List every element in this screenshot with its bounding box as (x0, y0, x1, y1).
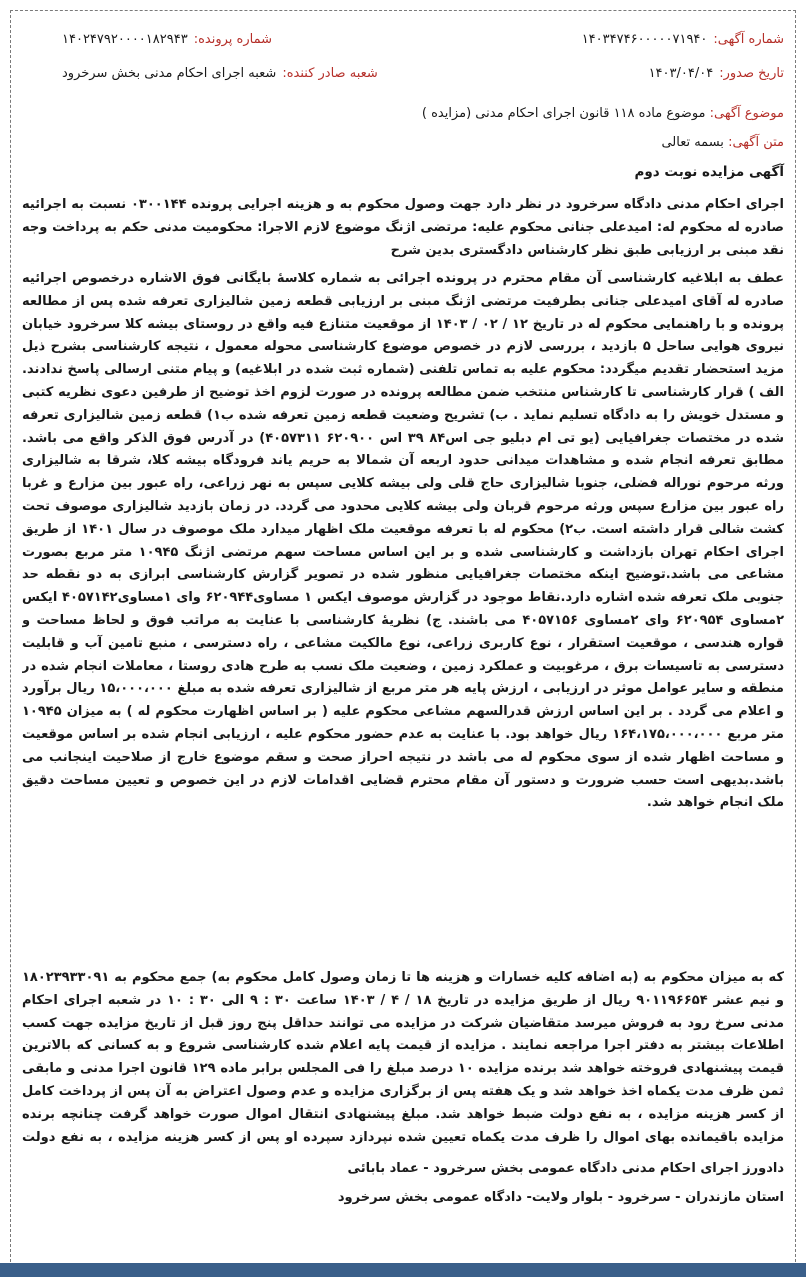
notice-number-value: ۱۴۰۳۴۷۴۶۰۰۰۰۰۷۱۹۴۰ (581, 31, 708, 47)
notice-text-opening: بسمه تعالی (661, 135, 724, 150)
notice-subject-value: موضوع ماده ۱۱۸ قانون اجرای احکام مدنی (مزایده ) (421, 106, 706, 121)
notice-title: آگهی مزایده نوبت دوم (634, 164, 784, 180)
case-number-label: شماره پرونده: (193, 31, 272, 47)
issuer-value: شعبه اجرای احکام مدنی بخش سرخرود (62, 65, 277, 81)
address-line: استان مازندران - سرخرود - بلوار ولایت- دادگاه عمومی بخش سرخرود (337, 1190, 784, 1205)
notice-text-label: متن آگهی: (728, 135, 784, 150)
paragraph-auction-terms: که به میزان محکوم به (به اضافه کلیه خسارات و هزینه ها تا زمان وصول کامل محکوم به) جمع محکوم به ۱۸۰۲۳۹۳۳۰۹۱ و نیم عشر ۹۰۱۱۹۶۶۵۴ ریال از طریق مزایده در تاریخ ۱۸ / ۴ / ۱۴۰۳ ساعت ۳۰ : ۹ الی ۳۰ : ۱۰ در شعبه اجرای احکام مدنی سرخ رود به فروش میرسد متقاضیان شرکت در مزایده می توانند حداقل پنج روز قبل از تاریخ مزایده جهت کسب اطلاعات بیشتر به دفتر اجرا مراجعه نمایند . مزایده از قیمت پایه اعلام شده کارشناسی شروع و به کسانی که بالاترین قیمت پیشنهادی فروخته خواهد شد برنده مزایده ۱۰ درصد مبلغ را فی المجلس برابر ماده ۱۲۹ قانون اجرا مدنی و مابقی ثمن ظرف مدت یکماه اخذ خواهد شد و یک هفته پس از برگزاری مزایده و عدم وصول اعتراض به آن پس از پرداخت کامل از کسر هزینه مزایده ، به نفع دولت ضبط خواهد شد. مبلغ پیشنهادی انتقال اموال صورت خواهد گرفت چنانچه برنده مزایده باقیمانده بهای اموال را ظرف مدت یکماه تعیین شده نپردازد سپرده او پس از کسر هزینه مزایده ، به نفع دولت (22, 970, 784, 1145)
meta-row-numbers (22, 28, 784, 50)
notice-number (582, 32, 784, 47)
case-number (62, 32, 272, 47)
notice-subject (22, 106, 784, 121)
paragraph-expert-report: عطف به ابلاغیه کارشناسی آن مقام محترم در پرونده اجرائی به شماره کلاسهٔ بایگانی فوق الاشاره درخصوص اجرائیه صادره له آقای امیدعلی جنانی بطرفیت مرتضی اژنگ مبنی بر ارزیابی قطعه زمین شالیزاری تعرفه شده پس از مطالعه پرونده و با راهنمایی محکوم له در تاریخ ۱۲ / ۰۲ / ۱۴۰۳ از موقعیت متنازع فیه واقع در روستای بیشه کلا سرخرود خیابان نیروی هوایی ساحل ۵ بازدید ، بررسی لازم در خصوص موضوع کارشناسی محوله معمول ، نتیجه کارشناسی بشرح ذیل مزید استحضار تقدیم میگردد: محکوم علیه به تماس تلفنی (شماره ثبت شده در ابلاغیه) و پیام متنی ارسالی پاسخ ندادند. الف ) قرار کارشناسی تا کارشناس منتخب ضمن مطالعه پرونده در صورت لزوم اخذ توضیح از طرفین دعوی نظریه کتبی و مستدل خویش را به دادگاه تسلیم نماید . ب) تشریح وضعیت قطعه زمین تعرفه شده ب۱) قطعه زمین شالیزاری تعرفه شده در مختصات جغرافیایی (یو تی ام دبلیو جی اس۸۴ ۳۹ اس ۶۲۰۹۰۰ ۴۰۵۷۳۱۱) در آدرس فوق الذکر واقع می باشد. مطابق تعرفه انجام شده و مشاهدات میدانی حدود اربعه آن شمالا به حریم یاند فرودگاه بیشه کلا، شرقا به شالیزاری ورثه مرحوم نوراله فضلی، جنوبا شالیزاری حاج قلی ولی بیشه کلایی سپس به نهر زراعی، راه عبور بین مزارع و غربا راه عبور بین مزارع سپس ورثه مرحوم قربان ولی بیشه کلایی محدود می گردد. در زمان بازدید شالیزاری موصوف تحت کشت شالی قرار داشته است. ب۲) محکوم له با تعرفه موقعیت ملک اظهار میدارد ملک موصوف در سال ۱۴۰۱ از طریق اجرای احکام تهران بازداشت و کارشناسی شده و بر این اساس مساحت سهم مرتضی اژنگ ۱۰۹۴۵ متر مربع بصورت مشاعی می باشد.توضیح اینکه مختصات جغرافیایی منظور شده در تصویر گزارش کارشناسی ابرازی به دو نقطه حد جنوبی ملک تعرفه شده اشاره دارد.نقاط موجود در گزارش موصوف ایکس ۱ مساوی۶۲۰۹۴۴ وای ۱مساوی۴۰۵۷۱۴۲ ایکس ۲مساوی ۶۲۰۹۵۴ وای ۲مساوی ۴۰۵۷۱۵۶ می باشند. ج) نظریهٔ کارشناسی با عنایت به مراتب فوق و لحاظ مساحت و قواره هندسی ، موقعیت استقرار ، نوع کاربری زراعی، نوع مالکیت مشاعی ، راه دسترسی ، منبع تامین آب و قابلیت دسترسی به تاسیسات برق ، مرغوبیت و عملکرد زمین ، وضعیت ملک نسب به طرح هادی روستا ، معاملات انجام شده در منطقه و سایر عوامل موثر در ارزیابی ، ارزش پایه هر متر مربع از شالیزاری تعرفه شده به مبلغ ۱۵،۰۰۰،۰۰۰ ریال برآورد و اعلام می گردد . بر این اساس ارزش قدرالسهم مشاعی محکوم علیه ( بر اساس اظهارت محکوم له ) به میزان ۱۰۹۴۵ متر مربع ۱۶۴،۱۷۵،۰۰۰،۰۰۰ ریال خواهد بود. با عنایت به عدم حضور محکوم علیه ، ارزیابی انجام شده بر اساس موقعیت و مساحت اظهار شده از سوی محکوم له می باشد در نتیجه احراز صحت و سقم موضوع خارج از صلاحیت اینجانب می باشد.بدیهی است حسب ضرورت و دستور آن مقام محترم قضایی اقدامات لازم در این خصوص و تعیین مساحت دقیق ملک انجام خواهد شد. (22, 271, 784, 811)
notice-number-label: شماره آگهی: (713, 31, 784, 47)
issuer-label: شعبه صادر کننده: (282, 65, 378, 81)
notice-subject-label: موضوع آگهی: (709, 106, 784, 121)
issue-date (649, 66, 784, 81)
meta-row-issue (22, 62, 784, 84)
issue-date-value: ۱۴۰۳/۰۴/۰۴ (648, 65, 714, 81)
notice-content (22, 28, 784, 1219)
case-number-value: ۱۴۰۲۴۷۹۲۰۰۰۰۱۸۲۹۴۳ (62, 31, 188, 47)
issue-date-label: تاریخ صدور: (719, 65, 784, 81)
notice-text-label-row (22, 135, 784, 150)
paragraph-intro: اجرای احکام مدنی دادگاه سرخرود در نظر دارد جهت وصول محکوم به و هزینه اجرایی پرونده ۰۳۰۰۱۴۴ نسبت به اجرائیه صادره له محکوم له: امیدعلی جنانی محکوم علیه: مرتضی اژنگ موضوع لازم الاجرا: محکومیت مدنی حکم به پرداخت وجه نقد مبنی بر ارزیابی طبق نظر کارشناس دادگستری بدین شرح (22, 197, 784, 258)
issuer (62, 66, 378, 81)
signature-line: دادورز اجرای احکام مدنی دادگاه عمومی بخش سرخرود - عماد بابائی (347, 1161, 784, 1176)
bottom-bar (0, 1263, 806, 1277)
